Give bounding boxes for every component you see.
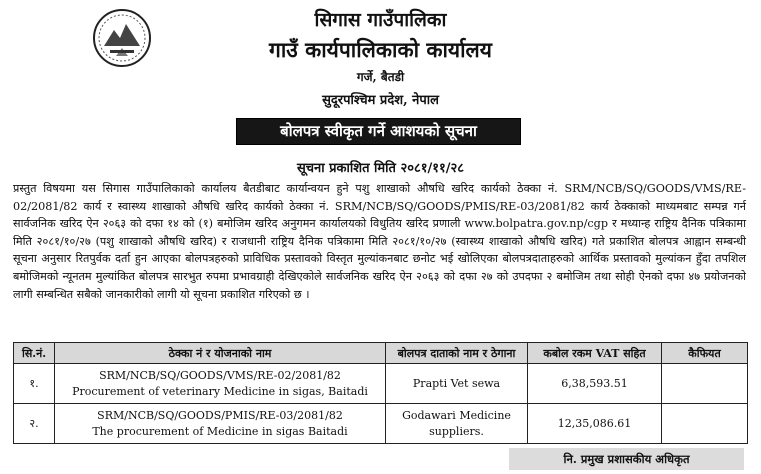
row-remarks [662,404,748,444]
table-row [14,404,748,444]
row-bidder: Godawari Medicine suppliers. [386,404,528,444]
row-amount: 6,38,593.51 [528,364,662,404]
header-bidder: बोलपत्र दाताको नाम र ठेगाना [386,343,528,364]
notice-title: बोलपत्र स्वीकृत गर्ने आशयको सूचना [236,118,521,145]
row-remarks [662,364,748,404]
row-contract [55,404,386,444]
notice-body: प्रस्तुत विषयमा यस सिगास गाउँपालिकाको कार्यालय बैतडीबाट कार्यान्वयन हुने पशु शाखाको औषधि खरिद कार्यको ठेक्का नं. SRM/NCB/SQ/GOODS/VMS/RE-02/2081/82 कार्य र स्वास्थ्य शाखाको औषधि खरिद कार्यको ठेक्का नं. SRM/NCB/SQ/GOODS/PMIS/RE-03/2081/82 कार्य ठेक्काको माध्यमबाट सम्पन्न गर्न सार्वजनिक खरिद ऐन २०६३ को दफा १४ को (१) बमोजिम खरिद अनुगमन कार्यालयको विधुतिय खरिद प्रणाली www.bolpatra.gov.np/cgp र मध्यान्ह राष्ट्रिय दैनिक पत्रिकामा मिति २०८१/१०/२७ (पशु शाखाको औषधि खरिद) र राजधानी राष्ट्रिय दैनिक पत्रिकामा मिति २०८१/१०/२७ (स्वास्थ्य शाखाको औषधि खरिद) गते प्रकाशित बोलपत्र आह्वान सम्बन्धी सूचना अनुसार रितपुर्वक दर्ता हुन आएका बोलपत्रहरुको प्राविधिक प्रस्तावको विस्तृत मुल्यांकनबाट छनोट भई खोलिएका बोलपत्रदाताहरुको आर्थिक प्रस्तावको मुल्यांकन हुँदा तपशिल बमोजिमको न्यूनतम मुल्यांकित बोलपत्र सारभुत रुपमा प्रभावग्राही देखिएकोले सार्वजनिक खरिद ऐन २०६३ को दफा २७ को उपदफा २ बमोजिम तथा सोही ऐनको दफा ४७ प्रयोजनको लागी सम्बन्धित सबैको जानकारीको लागी यो सूचना प्रकाशित गरिएको छ । [13,182,747,301]
location: गर्जे, बैतडी [356,70,405,84]
row-bidder: Prapti Vet sewa [386,364,528,404]
project-name: The procurement of Medicine in sigas Baitadi [92,424,348,438]
province: सुदूरपश्चिम प्रदेश, नेपाल [322,93,439,108]
office-name: गाउँ कार्यपालिकाको कार्यालय [269,37,492,62]
award-table [13,342,748,444]
contract-number: SRM/NCB/SQ/GOODS/VMS/RE-02/2081/82 [99,368,341,382]
contract-number: SRM/NCB/SQ/GOODS/PMIS/RE-03/2081/82 [97,408,343,422]
row-sn: १. [14,364,55,404]
table-header-row [14,343,748,364]
signature-title: नि. प्रमुख प्रशासकीय अधिकृत [509,448,744,470]
header-remarks: कैफियत [662,343,748,364]
row-contract [55,364,386,404]
org-name: सिगास गाउँपालिका [314,9,447,31]
project-name: Procurement of veterinary Medicine in sigas, Baitadi [72,384,368,398]
header-contract: ठेक्का नं र योजनाको नाम [55,343,386,364]
published-date: सूचना प्रकाशित मिति २०८१/११/२८ [296,161,465,176]
table-row [14,364,748,404]
row-amount: 12,35,086.61 [528,404,662,444]
header-sn: सि.नं. [14,343,55,364]
row-sn: २. [14,404,55,444]
header-amount: कबोल रकम VAT सहित [528,343,662,364]
